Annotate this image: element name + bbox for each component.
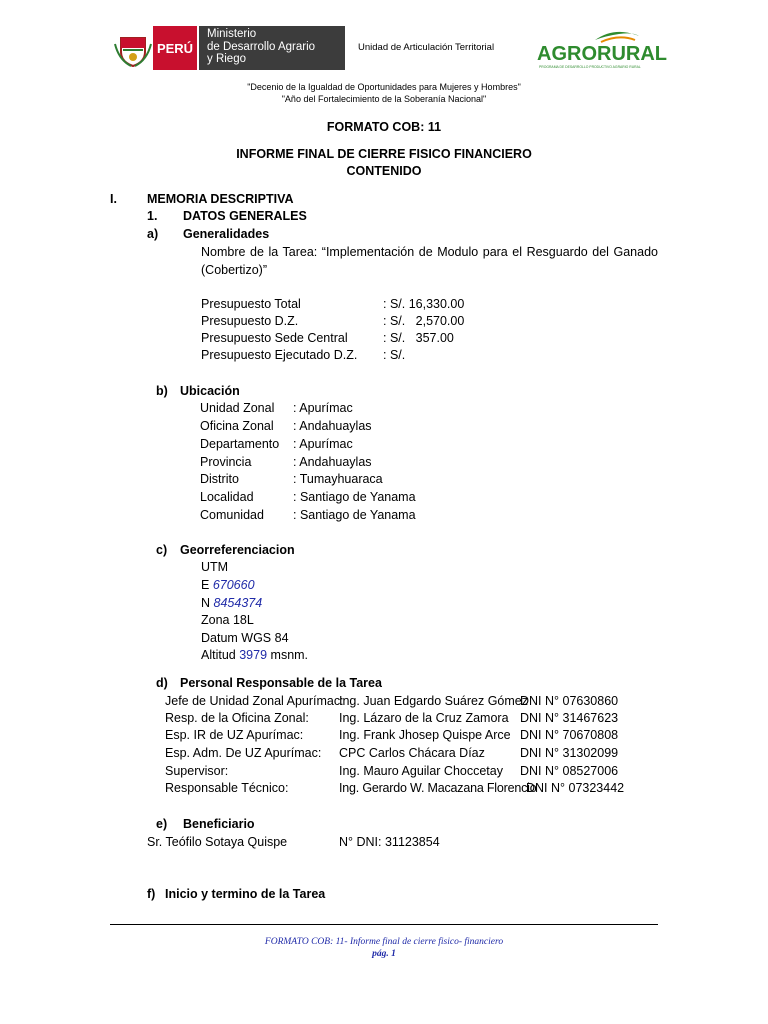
location-value: : Andahuaylas <box>293 419 372 433</box>
beneficiario-heading: Beneficiario <box>183 817 255 831</box>
staff-role: Responsable Técnico: <box>165 781 289 795</box>
motto-2: "Año del Fortalecimiento de la Soberanía Nacional" <box>281 94 487 104</box>
beneficiary-dni: N° DNI: 31123854 <box>339 835 440 849</box>
ministry-line: Ministerio <box>207 28 257 40</box>
datum-label: Datum WGS 84 <box>201 631 289 645</box>
subsection-title: DATOS GENERALES <box>183 209 307 223</box>
location-label: Distrito <box>200 472 239 486</box>
utm-label: UTM <box>201 560 229 574</box>
altitude-value: 3979 <box>239 648 268 662</box>
location-label: Provincia <box>200 455 252 469</box>
location-label: Comunidad <box>200 508 264 522</box>
location-value: : Apurímac <box>293 401 353 415</box>
page-number: pág. 1 <box>372 949 396 959</box>
budget-label: Presupuesto Total <box>201 297 301 311</box>
item-letter-f: f) <box>147 887 156 901</box>
staff-role: Jefe de Unidad Zonal Apurímac: <box>165 694 344 708</box>
georef-heading: Georreferenciacion <box>180 543 295 557</box>
location-value: : Apurímac <box>293 437 353 451</box>
staff-name: Ing. Juan Edgardo Suárez Gómez <box>339 694 529 708</box>
easting-value: 670660 <box>212 578 255 592</box>
motto-1: "Decenio de la Igualdad de Oportunidades para Mujeres y Hombres" <box>247 82 521 92</box>
item-letter-a: a) <box>147 227 159 241</box>
staff-name: Ing. Frank Jhosep Quispe Arce <box>339 728 511 742</box>
staff-role: Resp. de la Oficina Zonal: <box>165 711 309 725</box>
logo-subtitle: PROGRAMA DE DESARROLLO PRODUCTIVO AGRARIO RURAL <box>539 65 641 69</box>
staff-dni: DNI N° 07323442 <box>526 781 625 795</box>
staff-name: Ing. Gerardo W. Macazana Florencio <box>339 781 537 795</box>
unit-name: Unidad de Articulación Territorial <box>358 42 495 53</box>
staff-role: Supervisor: <box>165 764 229 778</box>
item-letter-d: d) <box>156 676 168 690</box>
northing-label: N <box>201 596 211 610</box>
ministry-line: y Riego <box>207 53 246 65</box>
location-label: Unidad Zonal <box>200 401 275 415</box>
location-value: : Tumayhuaraca <box>293 472 383 486</box>
staff-dni: DNI N° 07630860 <box>520 694 619 708</box>
staff-dni: DNI N° 31467623 <box>520 711 619 725</box>
staff-name: CPC Carlos Chácara Díaz <box>339 746 485 760</box>
task-name-line1: Nombre de la Tarea: “Implementación de Modulo para el Resguardo del Ganado <box>201 245 658 259</box>
logo-text: AGRORURAL <box>537 43 667 65</box>
peru-coat-of-arms-icon <box>113 30 153 68</box>
budget-value: : S/. 357.00 <box>383 331 454 345</box>
footer-text: FORMATO COB: 11- Informe final de cierre fisico- financiero <box>264 937 504 947</box>
section-title: MEMORIA DESCRIPTIVA <box>147 192 294 206</box>
subsection-number: 1. <box>147 209 158 223</box>
location-label: Localidad <box>200 490 254 504</box>
format-title: FORMATO COB: 11 <box>326 120 442 134</box>
altitude-unit: msnm. <box>270 648 309 662</box>
report-title: INFORME FINAL DE CIERRE FISICO FINANCIERO <box>236 147 532 161</box>
contents-title: CONTENIDO <box>346 164 422 178</box>
personal-heading: Personal Responsable de la Tarea <box>180 676 382 690</box>
budget-value: : S/. 2,570.00 <box>383 314 465 328</box>
budget-label: Presupuesto D.Z. <box>201 314 299 328</box>
ministry-badge <box>199 26 345 70</box>
section-number: I. <box>110 192 117 206</box>
staff-role: Esp. Adm. De UZ Apurímac: <box>165 746 322 760</box>
staff-name: Ing. Mauro Aguilar Choccetay <box>339 764 503 778</box>
staff-dni: DNI N° 70670808 <box>520 728 619 742</box>
beneficiary-name: Sr. Teófilo Sotaya Quispe <box>147 835 288 849</box>
staff-name: Ing. Lázaro de la Cruz Zamora <box>339 711 509 725</box>
generalidades-heading: Generalidades <box>183 227 270 241</box>
ministry-line: de Desarrollo Agrario <box>207 40 316 53</box>
location-value: : Santiago de Yanama <box>293 508 416 522</box>
inicio-heading: Inicio y termino de la Tarea <box>165 887 326 901</box>
altitude-label: Altitud <box>201 648 236 662</box>
budget-value: : S/. <box>383 348 406 362</box>
easting-label: E <box>201 578 210 592</box>
item-letter-e: e) <box>156 817 168 831</box>
item-letter-b: b) <box>156 384 168 398</box>
budget-label: Presupuesto Ejecutado D.Z. <box>201 348 358 362</box>
staff-dni: DNI N° 08527006 <box>520 764 619 778</box>
footer-divider <box>110 924 658 925</box>
ubicacion-heading: Ubicación <box>180 384 240 398</box>
staff-dni: DNI N° 31302099 <box>520 746 619 760</box>
budget-value: : S/. 16,330.00 <box>383 297 465 311</box>
location-label: Oficina Zonal <box>200 419 274 433</box>
task-name-line2: (Cobertizo)” <box>201 263 267 277</box>
item-letter-c: c) <box>156 543 168 557</box>
location-label: Departamento <box>200 437 280 451</box>
location-value: : Andahuaylas <box>293 455 372 469</box>
agrorural-logo <box>535 28 667 72</box>
budget-label: Presupuesto Sede Central <box>201 331 348 345</box>
northing-value: 8454374 <box>213 596 263 610</box>
peru-badge: PERÚ <box>153 26 197 70</box>
zone-label: Zona 18L <box>201 613 254 627</box>
location-value: : Santiago de Yanama <box>293 490 416 504</box>
staff-role: Esp. IR de UZ Apurímac: <box>165 728 304 742</box>
